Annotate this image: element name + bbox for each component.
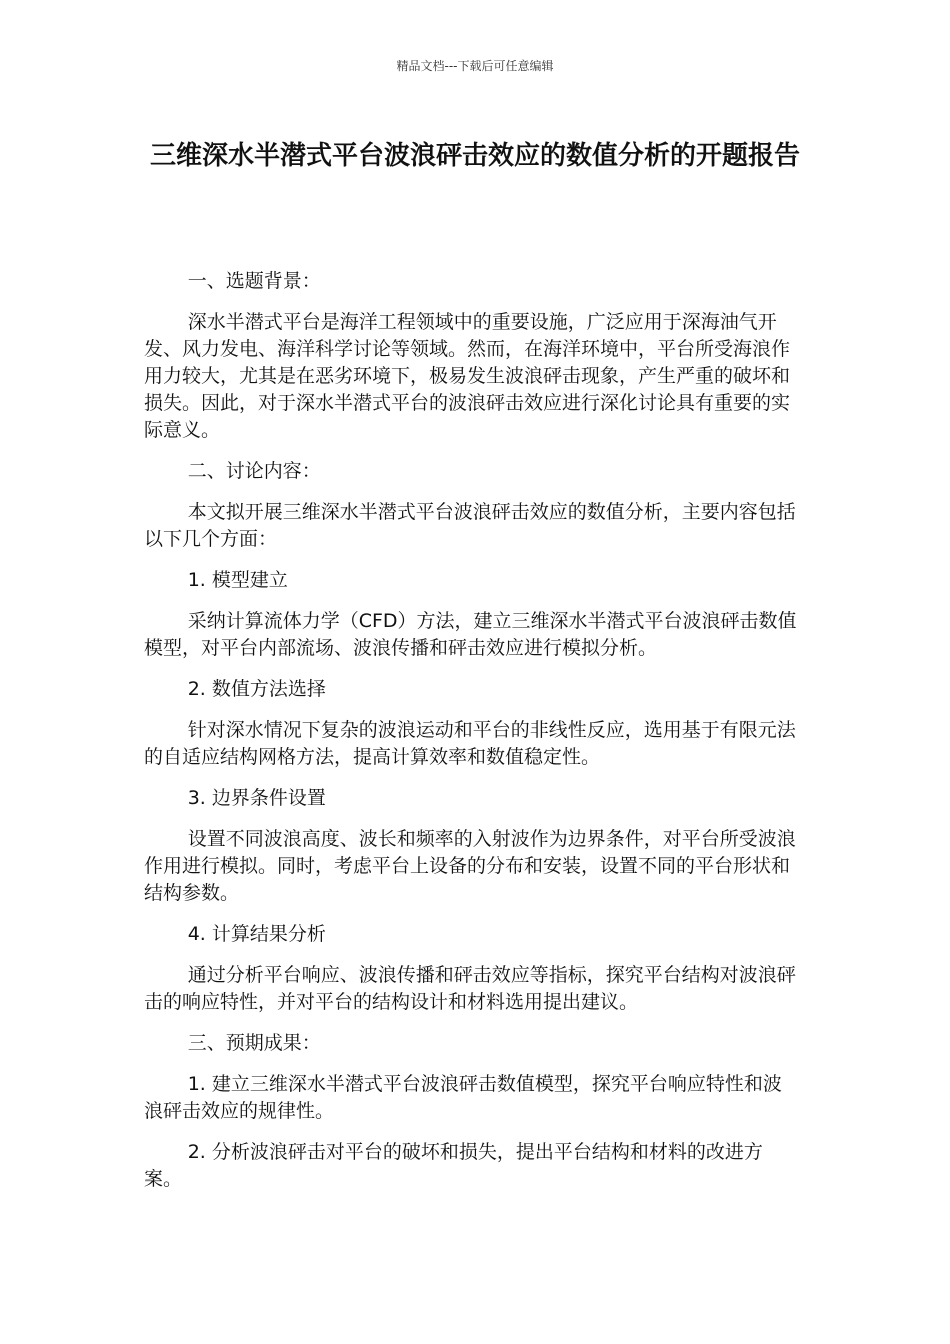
page-header-note: 精品文档---下载后可任意编辑 — [396, 59, 554, 73]
paragraph-model: 采纳计算流体力学（CFD）方法，建立三维深水半潜式平台波浪砰击数值模型，对平台内部流场、波浪传播和砰击效应进行模拟分析。 — [144, 610, 797, 659]
subheading-method: 2. 数值方法选择 — [187, 678, 326, 700]
paragraph-background: 深水半潜式平台是海洋工程领域中的重要设施，广泛应用于深海油气开发、风力发电、海洋科学讨论等领域。然而，在海洋环境中，平台所受海浪作用力较大，尤其是在恶劣环境下，极易发生波浪砰击现象，产生严重的破坏和损失。因此，对于深水半潜式平台的波浪砰击效应进行深化讨论具有重要的实际意义。 — [144, 311, 791, 441]
subheading-model: 1. 模型建立 — [187, 569, 288, 591]
paragraph-outcome-2: 2. 分析波浪砰击对平台的破坏和损失，提出平台结构和材料的改进方案。 — [144, 1141, 763, 1190]
section-heading-background: 一、选题背景： — [187, 270, 321, 292]
paragraph-analysis: 通过分析平台响应、波浪传播和砰击效应等指标，探究平台结构对波浪砰击的响应特性，并对平台的结构设计和材料选用提出建议。 — [144, 964, 796, 1013]
subheading-analysis: 4. 计算结果分析 — [187, 923, 326, 945]
paragraph-outcome-1: 1. 建立三维深水半潜式平台波浪砰击数值模型，探究平台响应特性和波浪砰击效应的规律性。 — [144, 1073, 782, 1122]
paragraph-boundary: 设置不同波浪高度、波长和频率的入射波作为边界条件，对平台所受波浪作用进行模拟。同时，考虑平台上设备的分布和安装，设置不同的平台形状和结构参数。 — [144, 828, 796, 904]
section-heading-outcomes: 三、预期成果： — [187, 1032, 321, 1054]
paragraph-content-intro: 本文拟开展三维深水半潜式平台波浪砰击效应的数值分析，主要内容包括以下几个方面： — [144, 501, 796, 550]
document-body — [144, 268, 800, 1207]
document-title: 三维深水半潜式平台波浪砰击效应的数值分析的开题报告 — [149, 141, 800, 171]
paragraph-method: 针对深水情况下复杂的波浪运动和平台的非线性反应，选用基于有限元法的自适应结构网格方法，提高计算效率和数值稳定性。 — [144, 719, 796, 768]
section-heading-content: 二、讨论内容： — [187, 460, 321, 482]
subheading-boundary: 3. 边界条件设置 — [187, 787, 326, 809]
